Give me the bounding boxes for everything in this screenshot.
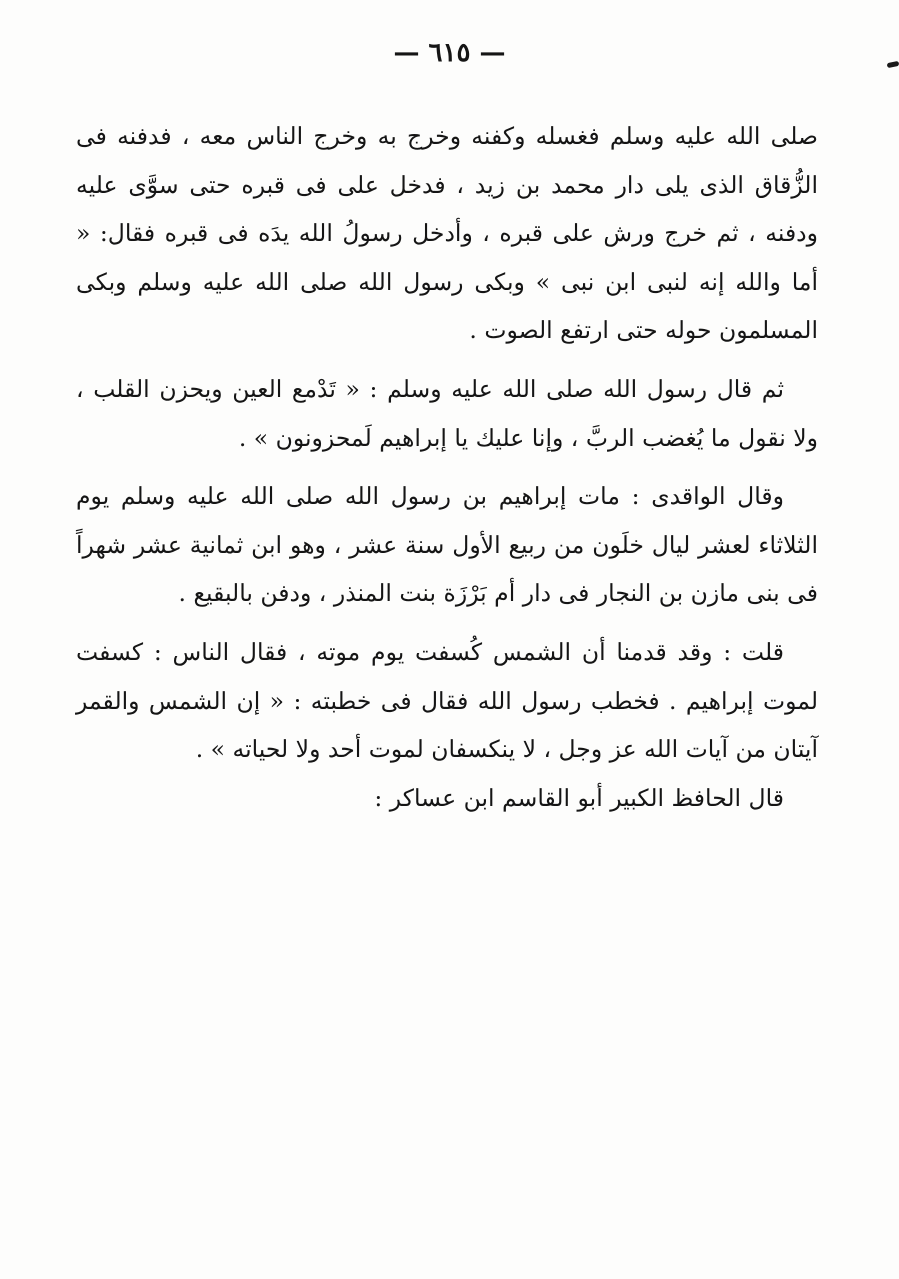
paragraph-2: ثم قال رسول الله صلى الله عليه وسلم : « تَدْمع العين ويحزن القلب ، ولا نقول ما يُغضب الربَّ ، وإنا عليك يا إبراهيم لَمحزونون » . — [76, 374, 818, 452]
paragraph-1: صلى الله عليه وسلم فغسله وكفنه وخرج به وخرج الناس معه ، فدفنه فى الزُّقاق الذى يلى دار محمد بن زيد ، فدخل على فى قبره حتى سوَّى عليه ودفنه ، ثم خرج ورش على قبره ، وأدخل رسولُ الله يدَه فى قبره فقال: « أما والله إنه لنبى ابن نبى » وبكى رسول الله صلى الله عليه وسلم وبكى المسلمون حوله حتى ارتفع الصوت . — [76, 122, 818, 345]
paragraph-5: قال الحافظ الكبير أبو القاسم ابن عساكر : — [374, 783, 784, 812]
page-number: — ٦١٥ — — [393, 38, 506, 68]
body-text — [76, 112, 818, 822]
paragraph-3: وقال الواقدى : مات إبراهيم بن رسول الله صلى الله عليه وسلم يوم الثلاثاء لعشر ليال خلَون من ربيع الأول سنة عشر ، وهو ابن ثمانية عشر شهراً فى بنى مازن بن النجار فى دار أم بَرْزَة بنت المنذر ، ودفن بالبقيع . — [76, 482, 818, 608]
paragraph-4: قلت : وقد قدمنا أن الشمس كُسفت يوم موته ، فقال الناس : كسفت لموت إبراهيم . فخطب رسول الله فقال فى خطبته : « إن الشمس والقمر آيتان من آيات الله عز وجل ، لا ينكسفان لموت أحد ولا لحياته » . — [76, 637, 818, 764]
